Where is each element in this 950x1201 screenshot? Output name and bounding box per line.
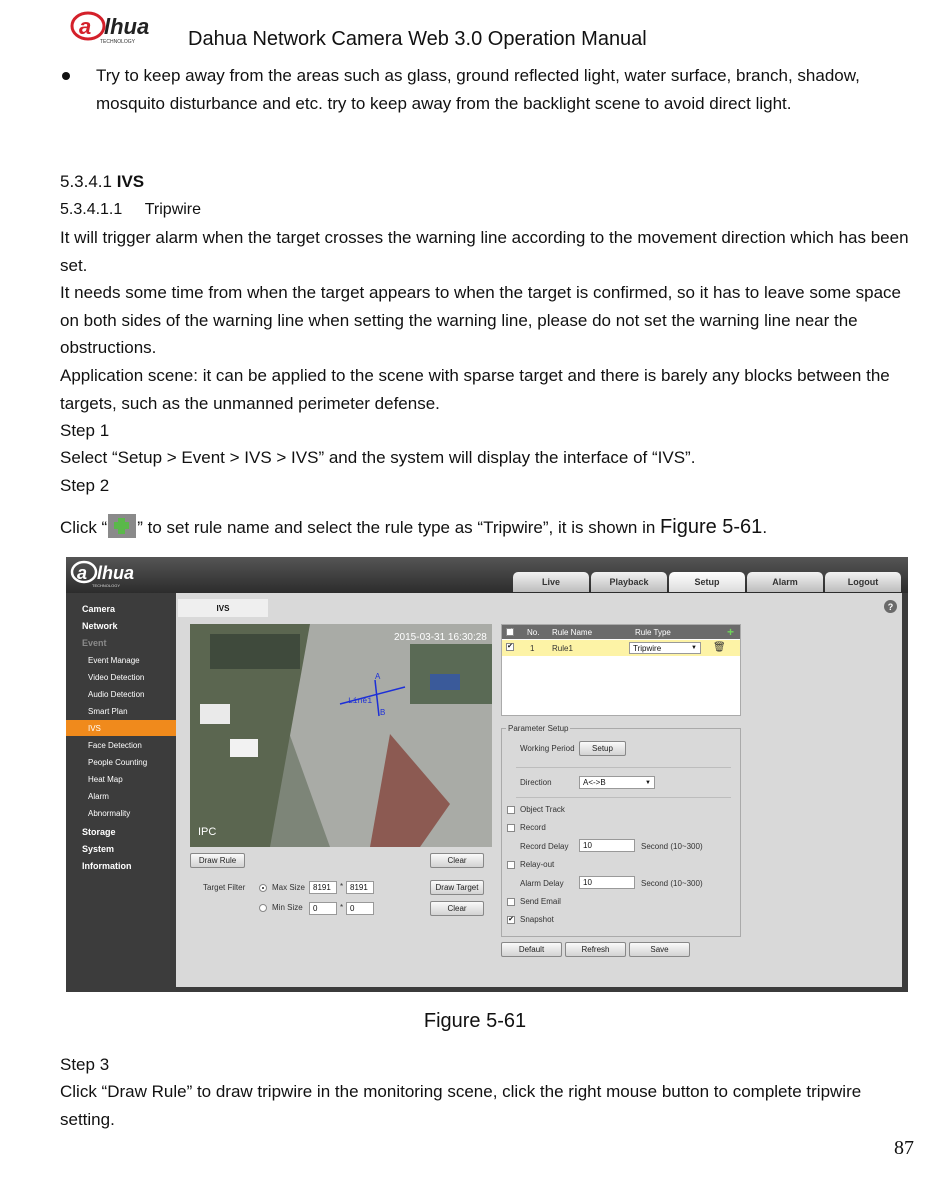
main-tabs [513,572,901,592]
add-rule-icon[interactable]: + [727,625,735,639]
direction-value: A<->B [583,778,606,787]
section-number: 5.3.4.1 [60,172,112,191]
video-timestamp: 2015-03-31 16:30:28 [394,632,487,643]
rule-table [501,624,741,716]
divider [516,767,731,768]
target-filter-label: Target Filter [203,883,246,892]
section-title: IVS [116,172,145,191]
alarm-delay-range: Second (10~300) [641,879,703,888]
subsection-number: 5.3.4.1.1 [60,201,123,218]
dahua-logo [70,10,170,46]
sidebar-item-event-manage[interactable]: Event Manage [88,655,140,665]
object-track-checkbox[interactable] [507,806,515,814]
send-email-label: Send Email [520,897,561,906]
select-all-checkbox[interactable]: ✔ [507,628,513,635]
record-delay-label: Record Delay [520,842,569,851]
record-delay-range: Second (10~300) [641,842,703,851]
rule-no: 1 [530,644,535,653]
section-heading [60,172,144,192]
sidebar-item-audio-detection[interactable]: Audio Detection [88,689,145,699]
direction-a-label: A [375,672,381,681]
record-checkbox[interactable] [507,824,515,832]
ivs-screenshot [66,557,908,992]
sidebar-item-alarm[interactable]: Alarm [88,791,109,801]
refresh-button[interactable]: Refresh [565,942,626,957]
step-label: Step 3 [60,1055,110,1074]
sidebar-item-heat-map[interactable]: Heat Map [88,774,123,784]
web-brand-logo [70,559,166,589]
direction-select[interactable] [579,776,655,789]
sidebar-item-system[interactable]: System [82,844,115,854]
paragraph: It will trigger alarm when the target crosses the warning line according to the movement direction which has been set. [60,228,909,275]
col-rule-type: Rule Type [635,628,671,637]
step-text: Select “Setup > Event > IVS > IVS” and the system will display the interface of “IVS”. [60,448,696,467]
tab-logout[interactable]: Logout [825,572,901,592]
working-period-setup-button[interactable]: Setup [579,741,626,756]
record-delay-input[interactable]: 10 [579,839,635,852]
bullet-text: Try to keep away from the areas such as glass, ground reflected light, water surface, branch, shadow, mosquito disturbance and etc. try to keep away from the backlight scene to avoid direct light. [96,66,860,113]
relay-out-checkbox[interactable] [507,861,515,869]
tab-playback[interactable]: Playback [591,572,667,592]
svg-text:lhua: lhua [97,563,135,583]
chevron-down-icon: ▼ [691,645,697,651]
sidebar-item-ivs[interactable]: IVS [66,720,176,736]
max-size-radio[interactable] [259,884,267,892]
send-email-checkbox[interactable] [507,898,515,906]
video-scene [190,624,492,847]
delete-icon[interactable]: 🗑 [713,642,726,653]
max-width-input[interactable]: 8191 [309,881,337,894]
tab-setup[interactable]: Setup [669,572,745,592]
object-track-label: Object Track [520,805,565,814]
step-text: Click “Draw Rule” to draw tripwire in the monitoring scene, click the right mouse button to complete tripwire setting. [60,1082,862,1129]
min-size-label: Min Size [272,903,303,912]
save-button[interactable]: Save [629,942,690,957]
step-text-part: ” to set rule name and select the rule type as “Tripwire”, it is shown in [137,518,661,537]
help-icon[interactable]: ? [884,600,897,613]
tab-live[interactable]: Live [513,572,589,592]
svg-text:TECHNOLOGY: TECHNOLOGY [100,39,136,45]
record-label: Record [520,823,546,832]
svg-text:a: a [77,563,88,583]
svg-text:a: a [79,14,92,39]
paragraph: It needs some time from when the target appears to when the target is confirmed, so it has to leave some space on both sides of the warning line when setting the warning line, please do not set the warning line near the obstructions. [60,283,901,357]
step-text-part: . [762,518,768,537]
snapshot-label: Snapshot [520,915,554,924]
max-size-label: Max Size [272,883,305,892]
row-checkbox[interactable]: ✔ [507,643,513,650]
sidebar-item-face-detection[interactable]: Face Detection [88,740,142,750]
step-label: Step 1 [60,421,110,440]
paragraph: Application scene: it can be applied to the scene with sparse target and there is barely any blocks between the targets, such as the unmanned perimeter defense. [60,366,890,413]
snapshot-checkbox[interactable]: ✔ [508,916,514,923]
sidebar-item-video-detection[interactable]: Video Detection [88,672,145,682]
clear-target-button[interactable]: Clear [430,901,484,916]
direction-label: Direction [520,778,552,787]
tab-ivs[interactable]: IVS [178,599,268,617]
rule-type-value: Tripwire [633,643,662,653]
figure-reference: Figure 5-61 [660,516,763,538]
sidebar-item-information[interactable]: Information [82,861,132,871]
video-preview[interactable] [190,624,492,847]
bullet-item [62,62,902,118]
sidebar-item-abnormality[interactable]: Abnormality [88,808,131,818]
clear-rule-button[interactable]: Clear [430,853,484,868]
subsection-heading [60,201,201,219]
sidebar-item-smart-plan[interactable]: Smart Plan [88,706,128,716]
bullet-dot [62,72,70,80]
min-width-input[interactable]: 0 [309,902,337,915]
sidebar-item-network[interactable]: Network [82,621,118,631]
tab-alarm[interactable]: Alarm [747,572,823,592]
divider [516,797,731,798]
min-size-radio[interactable] [259,904,267,912]
max-height-input[interactable]: 8191 [346,881,374,894]
col-no: No. [527,628,540,637]
parameter-setup-legend: Parameter Setup [508,724,569,733]
relay-out-label: Relay-out [520,860,555,869]
rule-type-select[interactable] [629,642,701,654]
document-header-title: Dahua Network Camera Web 3.0 Operation Manual [188,28,647,50]
svg-text:TECHNOLOGY: TECHNOLOGY [92,583,121,588]
step-text [60,514,910,542]
chevron-down-icon: ▼ [645,779,651,786]
step-label: Step 2 [60,476,110,495]
draw-target-button[interactable]: Draw Target [430,880,484,895]
page-number: 87 [894,1137,914,1159]
sidebar-item-event[interactable]: Event [82,638,107,648]
svg-text:lhua: lhua [104,14,150,39]
tripwire-label: Line1 [348,697,373,706]
direction-b-label: B [380,708,386,717]
video-watermark: IPC [198,826,217,838]
times-sign: * [340,882,344,891]
col-rule-name: Rule Name [552,628,593,637]
alarm-delay-label: Alarm Delay [520,879,564,888]
default-button[interactable]: Default [501,942,562,957]
alarm-delay-input[interactable]: 10 [579,876,635,889]
add-rule-icon [108,514,136,538]
rule-name: Rule1 [552,644,573,653]
min-height-input[interactable]: 0 [346,902,374,915]
sidebar-item-camera[interactable]: Camera [82,604,116,614]
sidebar-item-people-counting[interactable]: People Counting [88,757,148,767]
rule-table-header [502,625,740,639]
times-sign: * [340,903,344,912]
draw-rule-button[interactable]: Draw Rule [190,853,245,868]
subsection-title: Tripwire [144,201,202,218]
step-text-part: Click “ [60,518,108,537]
working-period-label: Working Period [520,744,575,753]
sidebar-item-storage[interactable]: Storage [82,827,116,837]
table-row[interactable] [502,640,740,656]
figure-caption: Figure 5-61 [423,1010,527,1032]
